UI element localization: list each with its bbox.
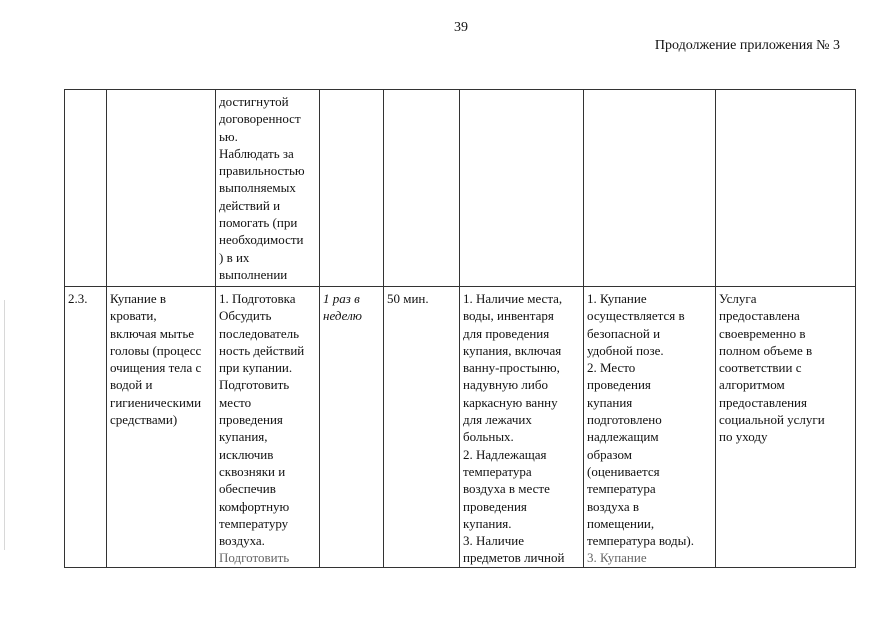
text-line: безопасной и — [587, 325, 661, 341]
text-line: 3. Купание — [587, 550, 647, 566]
services-table — [64, 89, 856, 568]
text-line: ванну-простыню, — [463, 360, 560, 376]
text-line: выполнении — [219, 266, 288, 282]
table-row-2-3 — [65, 287, 856, 568]
cell-conditions-empty — [584, 90, 716, 287]
cell-duration-empty — [384, 90, 460, 287]
text-line: договоренност — [219, 111, 301, 127]
text-line: помогать (при — [219, 215, 298, 231]
cell-quality-conditions — [584, 287, 716, 568]
text-line: (оценивается — [587, 463, 660, 479]
text-line: предоставления — [719, 394, 807, 410]
text-line: осуществляется в — [587, 308, 685, 324]
text-line: обеспечив — [219, 481, 276, 497]
cell-frequency — [320, 287, 384, 568]
cell-procedure-continued — [216, 90, 320, 287]
text-line: предметов личной — [463, 550, 565, 566]
text-line: образом — [587, 446, 632, 462]
text-line: больных. — [463, 429, 514, 445]
text-line: исключив — [219, 446, 274, 462]
text-line: воды, инвентаря — [463, 308, 554, 324]
indicators-text — [463, 290, 580, 567]
text-line: ность действий — [219, 342, 305, 358]
text-line: выполняемых — [219, 180, 296, 196]
text-line: купания — [587, 394, 633, 410]
text-line: температуру — [219, 515, 289, 531]
service-name-text — [110, 290, 212, 428]
cell-indicators-empty — [460, 90, 584, 287]
text-line: Обсудить — [219, 308, 272, 324]
cell-result — [716, 287, 856, 568]
text-line: температура воды). — [587, 533, 694, 549]
text-line: проведения — [219, 412, 283, 428]
text-line: место — [219, 394, 252, 410]
text-line: удобной позе. — [587, 342, 664, 358]
text-line: Подготовить — [219, 550, 290, 566]
text-line: водой и — [110, 377, 153, 393]
cell-frequency-empty — [320, 90, 384, 287]
text-line: алгоритмом — [719, 377, 785, 393]
text-line: правильностью — [219, 163, 305, 179]
text-line: купания, — [219, 429, 268, 445]
text-line: купания, включая — [463, 342, 562, 358]
scan-edge-line — [4, 300, 5, 550]
text-line: 1 раз в — [323, 291, 360, 306]
result-text — [719, 290, 852, 446]
text-line: 3. Наличие — [463, 533, 524, 549]
table-row-continued — [65, 90, 856, 287]
cell-quality-indicators — [460, 287, 584, 568]
text-line: воздуха. — [219, 533, 265, 549]
text-line: 1. Наличие места, — [463, 291, 563, 306]
text-line: 1. Купание — [587, 291, 647, 306]
page-number: 39 — [454, 20, 468, 35]
cell-number-empty — [65, 90, 107, 287]
text-line: комфортную — [219, 498, 290, 514]
text-line: купания. — [463, 515, 512, 531]
text-line: последователь — [219, 325, 300, 341]
procedure-text — [219, 290, 316, 567]
text-line: 2. Место — [587, 360, 636, 376]
text-line: головы (процесс — [110, 342, 202, 358]
row-number: 2.3. — [68, 291, 88, 306]
continuation-heading: Продолжение приложения № 3 — [654, 38, 840, 53]
text-line: Наблюдать за — [219, 145, 294, 161]
text-line: 2. Надлежащая — [463, 446, 547, 462]
text-line: каркасную ванну — [463, 394, 558, 410]
text-line: Услуга — [719, 291, 757, 306]
text-line: предоставлена — [719, 308, 800, 324]
text-line: подготовлено — [587, 412, 662, 428]
text-line: средствами) — [110, 412, 178, 428]
frequency-text — [323, 290, 380, 325]
text-line: надувную либо — [463, 377, 548, 393]
text-line: Подготовить — [219, 377, 290, 393]
cell-duration — [384, 287, 460, 568]
text-line: ) в их — [219, 249, 250, 265]
text-line: социальной услуги — [719, 412, 825, 428]
cell-number — [65, 287, 107, 568]
text-line: при купании. — [219, 360, 293, 376]
text-line: Купание в — [110, 291, 166, 306]
text-line: ью. — [219, 128, 238, 144]
text-line: надлежащим — [587, 429, 659, 445]
text-line: действий и — [219, 197, 281, 213]
text-line: 1. Подготовка — [219, 291, 296, 306]
text-line: сквозняки и — [219, 463, 286, 479]
cell-name-empty — [107, 90, 216, 287]
text-line: очищения тела с — [110, 360, 202, 376]
text-line: проведения — [587, 377, 651, 393]
duration-text: 50 мин. — [387, 291, 429, 306]
cell-procedure — [216, 287, 320, 568]
text-line: необходимости — [219, 232, 304, 248]
text-line: полном объеме в — [719, 342, 813, 358]
text-line: кровати, — [110, 308, 157, 324]
text-line: достигнутой — [219, 94, 289, 109]
conditions-text — [587, 290, 712, 567]
text-line: проведения — [463, 498, 527, 514]
text-line: для проведения — [463, 325, 550, 341]
text-line: своевременно в — [719, 325, 806, 341]
text-line: температура — [587, 481, 656, 497]
cell-service-name — [107, 287, 216, 568]
text-line: соответствии с — [719, 360, 802, 376]
text-line: включая мытье — [110, 325, 195, 341]
procedure-text — [219, 93, 316, 283]
text-line: помещении, — [587, 515, 655, 531]
text-line: воздуха в — [587, 498, 640, 514]
text-line: воздуха в месте — [463, 481, 550, 497]
text-line: по уходу — [719, 429, 768, 445]
text-line: температура — [463, 463, 532, 479]
text-line: неделю — [323, 308, 362, 324]
cell-result-empty — [716, 90, 856, 287]
text-line: для лежачих — [463, 412, 532, 428]
text-line: гигиеническими — [110, 394, 202, 410]
